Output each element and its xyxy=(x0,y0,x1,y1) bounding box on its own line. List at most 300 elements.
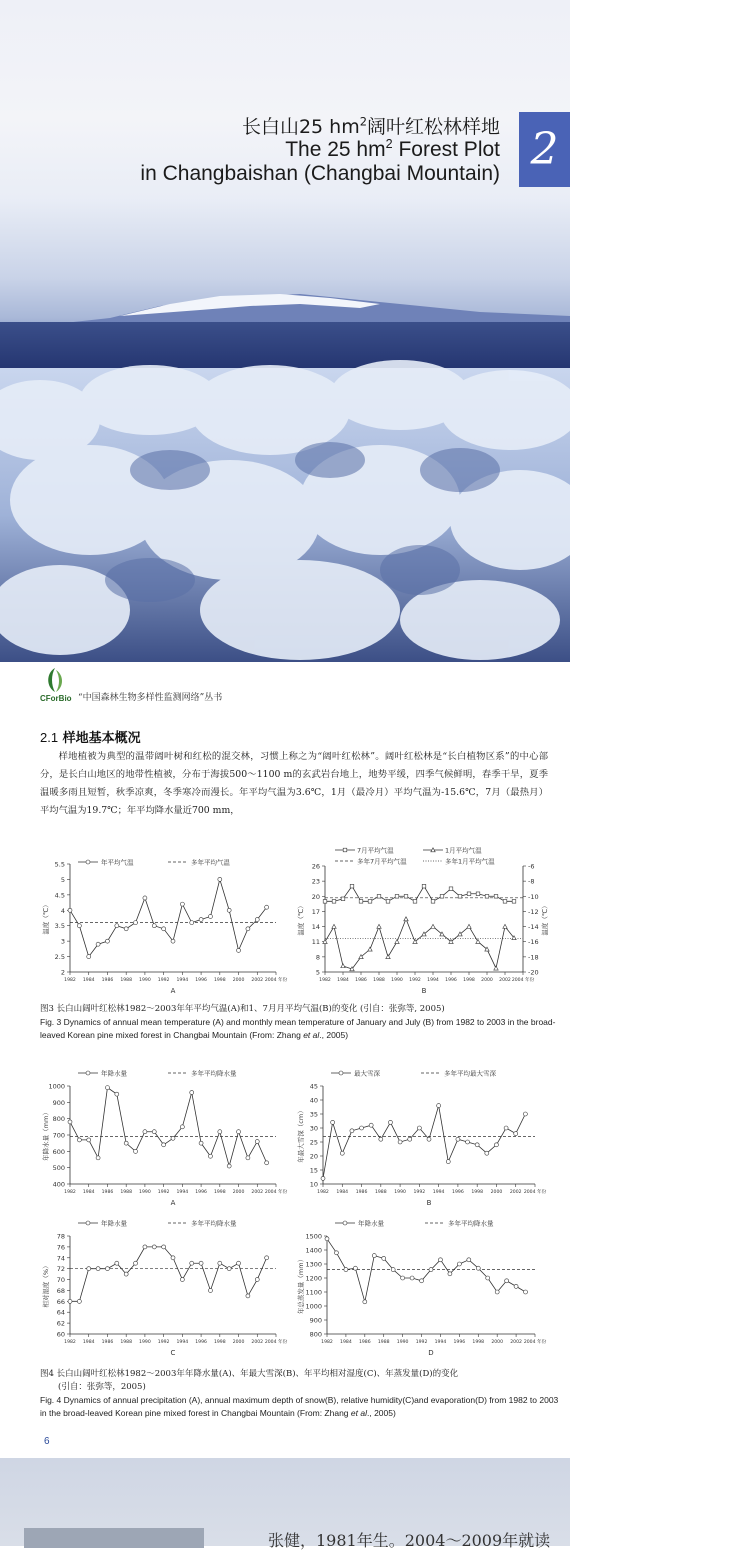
data-point xyxy=(427,1137,431,1141)
data-point xyxy=(458,894,462,898)
data-point xyxy=(504,1126,508,1130)
data-point xyxy=(341,964,345,968)
x-tick-label: 1982 xyxy=(64,1190,76,1195)
page-number: 6 xyxy=(44,1436,50,1447)
data-point xyxy=(143,896,147,900)
data-point xyxy=(486,1276,490,1280)
data-point xyxy=(105,1267,109,1271)
legend-label: 年平均气温 xyxy=(101,858,134,867)
next-page-text: 张健，1981年生。2004～2009年就读 xyxy=(268,1531,551,1550)
data-point xyxy=(124,1272,128,1276)
x-tick-label: 1990 xyxy=(139,978,151,983)
hero-photo xyxy=(0,0,570,662)
x-tick-label: 1982 xyxy=(321,1340,333,1345)
data-point xyxy=(87,955,91,959)
x-tick-label: 1988 xyxy=(120,1190,133,1195)
y-tick-label: 5 xyxy=(60,875,65,884)
x-tick-label: 1986 xyxy=(355,978,367,983)
x-tick-label: 1998 xyxy=(213,978,226,983)
y-tick-label: 2 xyxy=(60,968,65,977)
data-point xyxy=(467,892,471,896)
y-tick-label: 78 xyxy=(56,1232,65,1241)
x-tick-label: 2000 xyxy=(491,1340,504,1345)
legend-label: 多年平均降水量 xyxy=(448,1219,494,1228)
x-tick-label: 1992 xyxy=(409,978,421,983)
data-point xyxy=(152,1130,156,1134)
x-tick-label: 1994 xyxy=(432,1190,445,1195)
legend-marker xyxy=(86,1071,90,1075)
y-tick-label: 700 xyxy=(52,1131,65,1140)
y-axis-label: 年总蒸发量（mm） xyxy=(297,1255,305,1315)
y-tick-label: 1400 xyxy=(305,1246,322,1255)
data-point xyxy=(199,1141,203,1145)
y-tick-label: 15 xyxy=(309,1166,318,1175)
x-tick-label: 2002 xyxy=(251,1190,264,1195)
data-point xyxy=(382,1256,386,1260)
data-point xyxy=(115,924,119,928)
y-axis-label: 相对湿度（%） xyxy=(42,1262,50,1308)
x-tick-label: 1988 xyxy=(120,978,133,983)
y-tick-label: 72 xyxy=(56,1265,65,1274)
x-tick-label: 2004 年份 xyxy=(264,978,288,983)
y2-tick-label: -20 xyxy=(528,968,539,977)
y2-tick-label: -12 xyxy=(528,907,539,916)
data-point xyxy=(199,918,203,922)
x-tick-label: 1996 xyxy=(195,978,207,983)
data-point xyxy=(152,924,156,928)
panel-label: C xyxy=(170,1349,176,1357)
y2-tick-label: -16 xyxy=(528,938,539,947)
legend-label: 7月平均气温 xyxy=(357,846,394,855)
data-point xyxy=(190,921,194,925)
x-tick-label: 1992 xyxy=(157,1340,170,1345)
series-line xyxy=(70,1088,267,1166)
series-line xyxy=(323,1106,525,1179)
y-tick-label: 35 xyxy=(309,1110,318,1119)
legend-marker xyxy=(339,1071,343,1075)
legend-label: 多年平均最大雪深 xyxy=(444,1069,496,1078)
data-point xyxy=(162,1245,166,1249)
series-line xyxy=(325,919,514,969)
y-tick-label: 1500 xyxy=(305,1232,322,1241)
y-tick-label: 1200 xyxy=(305,1274,322,1283)
data-point xyxy=(514,1132,518,1136)
x-tick-label: 1990 xyxy=(139,1340,151,1345)
y-axis-label: 年最大雪深（cm） xyxy=(297,1107,305,1163)
data-point xyxy=(143,1245,147,1249)
fig4-caption-en: Fig. 4 Dynamics of annual precipitation (A), annual maximum depth of snow(B), relative humidity(C)and evaporation(D) from 1982 to 2003 in the broad-leaved Korean pine mixed forest in Changbai Mountain (From: Zhang et al., 2005) xyxy=(40,1395,559,1418)
y-tick-label: 500 xyxy=(52,1164,65,1173)
x-tick-label: 1986 xyxy=(101,978,114,983)
data-point xyxy=(180,902,184,906)
data-point xyxy=(495,1290,499,1294)
y2-axis-label: 温度（℃） xyxy=(541,902,549,936)
y-tick-label: 11 xyxy=(311,938,320,947)
data-point xyxy=(162,927,166,931)
logo-text: CForBio xyxy=(40,694,72,703)
y-tick-label: 70 xyxy=(56,1276,65,1285)
data-point xyxy=(115,1261,119,1265)
y-tick-label: 5.5 xyxy=(54,860,65,869)
y-tick-label: 20 xyxy=(311,892,320,901)
y-tick-label: 1300 xyxy=(305,1260,322,1269)
fig4-chart-c xyxy=(40,1214,295,1359)
fig4-caption xyxy=(40,1368,560,1420)
data-point xyxy=(218,1130,222,1134)
x-tick-label: 1996 xyxy=(445,978,457,983)
data-point xyxy=(388,1120,392,1124)
x-tick-label: 2002 xyxy=(510,1340,522,1345)
y2-tick-label: -8 xyxy=(528,877,535,886)
y-tick-label: 68 xyxy=(56,1286,65,1295)
data-point xyxy=(331,1120,335,1124)
x-tick-label: 1986 xyxy=(358,1340,371,1345)
x-tick-label: 1982 xyxy=(64,1340,76,1345)
y-tick-label: 2.5 xyxy=(54,953,65,962)
data-point xyxy=(208,1288,212,1292)
x-tick-label: 2000 xyxy=(232,1340,245,1345)
data-point xyxy=(344,1268,348,1272)
x-tick-label: 1984 xyxy=(82,1190,95,1195)
data-point xyxy=(246,1156,250,1160)
data-point xyxy=(180,1278,184,1282)
x-tick-label: 1994 xyxy=(427,978,439,983)
y-axis-label: 温度（℃） xyxy=(297,902,305,936)
data-point xyxy=(398,1140,402,1144)
y-tick-label: 23 xyxy=(311,877,320,886)
y-tick-label: 62 xyxy=(56,1319,65,1328)
data-point xyxy=(68,1299,72,1303)
data-point xyxy=(77,924,81,928)
y-tick-label: 74 xyxy=(56,1254,65,1263)
data-point xyxy=(124,1141,128,1145)
y-tick-label: 76 xyxy=(56,1243,65,1252)
panel-label: A xyxy=(170,1199,176,1207)
data-point xyxy=(96,1156,100,1160)
x-tick-label: 1990 xyxy=(394,1190,406,1195)
data-point xyxy=(134,921,138,925)
data-point xyxy=(404,894,408,898)
fig4-caption-cn-source: (引自：张弥等，2005) xyxy=(58,1382,146,1392)
x-tick-label: 2004 年份 xyxy=(523,1340,547,1345)
data-point xyxy=(265,905,269,909)
y-tick-label: 4 xyxy=(60,906,65,915)
x-tick-label: 1988 xyxy=(374,1190,387,1195)
x-tick-label: 1998 xyxy=(471,1190,484,1195)
legend-marker xyxy=(343,1221,347,1225)
x-tick-label: 2000 xyxy=(232,1190,245,1195)
data-point xyxy=(77,1299,81,1303)
x-tick-label: 1992 xyxy=(157,978,170,983)
legend-label: 多年1月平均气温 xyxy=(445,857,495,866)
data-point xyxy=(437,1104,441,1108)
data-point xyxy=(105,1086,109,1090)
x-tick-label: 2002 xyxy=(251,978,264,983)
x-tick-label: 1982 xyxy=(317,1190,329,1195)
y-tick-label: 1100 xyxy=(305,1288,322,1297)
x-tick-label: 1998 xyxy=(213,1190,226,1195)
cforbio-logo-icon xyxy=(40,665,70,695)
data-point xyxy=(417,1126,421,1130)
x-tick-label: 1994 xyxy=(176,978,189,983)
data-point xyxy=(523,1112,527,1116)
fig3-caption xyxy=(40,1003,560,1042)
y-tick-label: 60 xyxy=(56,1330,65,1339)
y-axis-label: 年降水量（mm） xyxy=(42,1109,50,1161)
data-point xyxy=(255,1278,259,1282)
x-tick-label: 1986 xyxy=(355,1190,368,1195)
data-point xyxy=(431,900,435,904)
data-point xyxy=(391,1268,395,1272)
x-tick-label: 1996 xyxy=(453,1340,466,1345)
data-point xyxy=(246,927,250,931)
y-tick-label: 3 xyxy=(60,937,65,946)
x-tick-label: 1990 xyxy=(391,978,403,983)
data-point xyxy=(476,892,480,896)
data-point xyxy=(237,1130,241,1134)
data-point xyxy=(514,1284,518,1288)
data-point xyxy=(363,1300,367,1304)
data-point xyxy=(134,1261,138,1265)
data-point xyxy=(438,1258,442,1262)
data-point xyxy=(265,1161,269,1165)
x-tick-label: 1984 xyxy=(336,1190,349,1195)
y-tick-label: 800 xyxy=(52,1115,65,1124)
data-point xyxy=(368,947,372,951)
y-tick-label: 45 xyxy=(309,1082,318,1091)
data-point xyxy=(199,1261,203,1265)
data-point xyxy=(332,900,336,904)
data-point xyxy=(448,1272,452,1276)
y-tick-label: 40 xyxy=(309,1096,318,1105)
data-point xyxy=(350,884,354,888)
x-tick-label: 1990 xyxy=(139,1190,151,1195)
portrait-photo xyxy=(24,1528,204,1548)
body-paragraph: 样地植被为典型的温带阔叶树和红松的混交林，习惯上称之为“阔叶红松林”。阔叶红松林是“长白植物区系”的中心部分，是长白山地区的地带性植被，分布于海拔500～1100 m的玄武岩台地上，地势平缓，四季气候鲜明，春季干旱，夏季温暖多雨且短暂，秋季凉爽，冬季寒冷而漫长。年平均气温为3.6℃，1月（最冷月）平均气温为-15.6℃，7月（最热月）平均气温为19.7℃；年平均降水量近700 mm， xyxy=(40,751,548,816)
data-point xyxy=(404,917,408,921)
fig3-chart-b xyxy=(295,842,560,997)
data-point xyxy=(321,1176,325,1180)
x-tick-label: 1984 xyxy=(337,978,349,983)
data-point xyxy=(124,927,128,931)
data-point xyxy=(353,1266,357,1270)
data-point xyxy=(180,1125,184,1129)
data-point xyxy=(512,900,516,904)
x-tick-label: 1982 xyxy=(64,978,76,983)
data-point xyxy=(386,955,390,959)
data-point xyxy=(68,908,72,912)
data-point xyxy=(208,1154,212,1158)
data-point xyxy=(377,894,381,898)
x-tick-label: 1984 xyxy=(82,978,95,983)
data-point xyxy=(494,1143,498,1147)
x-tick-label: 2002 xyxy=(251,1340,264,1345)
data-point xyxy=(218,1261,222,1265)
data-point xyxy=(350,1129,354,1133)
data-point xyxy=(227,1267,231,1271)
panel-label: B xyxy=(426,1199,432,1207)
x-tick-label: 1988 xyxy=(120,1340,133,1345)
data-point xyxy=(368,900,372,904)
x-tick-label: 2000 xyxy=(481,978,493,983)
data-point xyxy=(87,1138,91,1142)
section-heading: 2.1 样地基本概况 xyxy=(40,730,141,746)
data-point xyxy=(323,900,327,904)
data-point xyxy=(494,894,498,898)
data-point xyxy=(476,1266,480,1270)
x-tick-label: 1994 xyxy=(176,1190,189,1195)
data-point xyxy=(152,1245,156,1249)
x-tick-label: 1996 xyxy=(195,1190,207,1195)
data-point xyxy=(485,1151,489,1155)
data-point xyxy=(386,900,390,904)
x-tick-label: 2000 xyxy=(490,1190,503,1195)
fig4-chart-d xyxy=(295,1214,560,1359)
data-point xyxy=(227,1164,231,1168)
title-chinese: 长白山25 $hm^2$阔叶红松林样地 xyxy=(241,114,500,138)
y-tick-label: 64 xyxy=(56,1308,65,1317)
y-tick-label: 1000 xyxy=(305,1302,322,1311)
data-point xyxy=(476,940,480,944)
data-point xyxy=(143,1130,147,1134)
data-point xyxy=(255,918,259,922)
x-tick-label: 1992 xyxy=(413,1190,426,1195)
data-point xyxy=(171,1136,175,1140)
data-point xyxy=(190,1091,194,1095)
data-point xyxy=(372,1254,376,1258)
x-tick-label: 1994 xyxy=(176,1340,189,1345)
x-tick-label: 2002 xyxy=(499,978,511,983)
panel-label: A xyxy=(170,987,176,995)
data-point xyxy=(237,1261,241,1265)
data-point xyxy=(410,1276,414,1280)
legend-label: 多年平均气温 xyxy=(191,858,230,867)
data-point xyxy=(96,1267,100,1271)
data-point xyxy=(341,897,345,901)
legend-marker xyxy=(343,848,347,852)
data-point xyxy=(68,1120,72,1124)
panel-label: D xyxy=(428,1349,434,1357)
x-tick-label: 1996 xyxy=(195,1340,207,1345)
data-point xyxy=(208,914,212,918)
y-tick-label: 1000 xyxy=(48,1082,65,1091)
fig3-caption-cn: 图3 长白山阔叶红松林1982～2003年年平均气温(A)和1、7月月平均气温(B)的变化 (引自：张弥等, 2005) xyxy=(40,1004,445,1014)
fig4-chart-a xyxy=(40,1064,295,1209)
x-tick-label: 1986 xyxy=(101,1340,114,1345)
data-point xyxy=(190,1261,194,1265)
x-tick-label: 1988 xyxy=(373,978,385,983)
data-point xyxy=(395,894,399,898)
data-point xyxy=(475,1143,479,1147)
y-axis-label: 温度（℃） xyxy=(42,901,50,935)
x-tick-label: 2004 年份 xyxy=(264,1340,288,1345)
data-point xyxy=(171,939,175,943)
x-tick-label: 1998 xyxy=(463,978,475,983)
fig3-caption-en: Fig. 3 Dynamics of annual mean temperature (A) and monthly mean temperature of January and July (B) from 1982 to 2003 in the broad-leaved Korean pine mixed forest in Changbai Mountain (From: Zhang et al., 2005) xyxy=(40,1017,556,1040)
legend-marker xyxy=(86,1221,90,1225)
y2-tick-label: -14 xyxy=(528,923,539,932)
data-point xyxy=(162,1143,166,1147)
data-point xyxy=(431,924,435,928)
data-point xyxy=(105,939,109,943)
data-point xyxy=(505,1279,509,1283)
x-tick-label: 2004 年份 xyxy=(511,978,535,983)
y2-tick-label: -6 xyxy=(528,862,535,871)
data-point xyxy=(377,924,381,928)
y-tick-label: 800 xyxy=(309,1330,322,1339)
x-tick-label: 1984 xyxy=(340,1340,352,1345)
x-tick-label: 1988 xyxy=(377,1340,390,1345)
data-point xyxy=(87,1267,91,1271)
fig4-caption-cn: 图4 长白山阔叶红松林1982～2003年年降水量(A)、年最大雪深(B)、年平均相对湿度(C)、年蒸发量(D)的变化 xyxy=(40,1369,459,1379)
data-point xyxy=(467,1258,471,1262)
x-tick-label: 1984 xyxy=(82,1340,95,1345)
data-point xyxy=(134,1149,138,1153)
data-point xyxy=(395,940,399,944)
y-tick-label: 14 xyxy=(311,923,320,932)
data-point xyxy=(422,884,426,888)
forest-landscape-illustration xyxy=(0,0,570,662)
data-point xyxy=(96,942,100,946)
data-point xyxy=(325,1237,329,1241)
y-tick-label: 600 xyxy=(52,1147,65,1156)
data-point xyxy=(334,1251,338,1255)
data-point xyxy=(401,1276,405,1280)
y-tick-label: 4.5 xyxy=(54,891,65,900)
data-point xyxy=(449,887,453,891)
y-tick-label: 30 xyxy=(309,1124,318,1133)
data-point xyxy=(457,1262,461,1266)
x-tick-label: 2000 xyxy=(232,978,245,983)
legend-label: 年降水量 xyxy=(101,1219,127,1228)
next-page-strip xyxy=(0,1458,570,1550)
x-tick-label: 1982 xyxy=(319,978,331,983)
series-line xyxy=(325,886,514,901)
data-point xyxy=(171,1256,175,1260)
series-line xyxy=(70,1247,267,1301)
y-tick-label: 5 xyxy=(315,968,320,977)
title-english-line1: The 25 $hm^2$ Forest Plot xyxy=(285,137,500,161)
y-tick-label: 900 xyxy=(309,1316,322,1325)
series-title: “中国森林生物多样性监测网络”丛书 xyxy=(78,693,223,703)
data-point xyxy=(360,1126,364,1130)
x-tick-label: 1994 xyxy=(434,1340,447,1345)
x-tick-label: 2004 年份 xyxy=(264,1190,288,1195)
y-tick-label: 25 xyxy=(309,1138,318,1147)
data-point xyxy=(456,1137,460,1141)
data-point xyxy=(467,924,471,928)
y-tick-label: 900 xyxy=(52,1098,65,1107)
data-point xyxy=(246,1294,250,1298)
legend-label: 最大雪深 xyxy=(354,1069,380,1078)
data-point xyxy=(494,966,498,970)
panel-label: B xyxy=(421,987,427,995)
y-tick-label: 17 xyxy=(311,907,320,916)
y-tick-label: 26 xyxy=(311,862,320,871)
data-point xyxy=(503,900,507,904)
legend-label: 多年平均降水量 xyxy=(191,1219,237,1228)
x-tick-label: 1996 xyxy=(452,1190,464,1195)
fig4-chart-b xyxy=(295,1064,560,1209)
data-point xyxy=(446,1160,450,1164)
x-tick-label: 1990 xyxy=(396,1340,409,1345)
data-point xyxy=(408,1137,412,1141)
legend-label: 年降水量 xyxy=(101,1069,127,1078)
title-english-line2: in Changbaishan (Changbai Mountain) xyxy=(140,162,500,185)
data-point xyxy=(369,1123,373,1127)
x-tick-label: 2004 年份 xyxy=(523,1190,547,1195)
data-point xyxy=(77,1138,81,1142)
